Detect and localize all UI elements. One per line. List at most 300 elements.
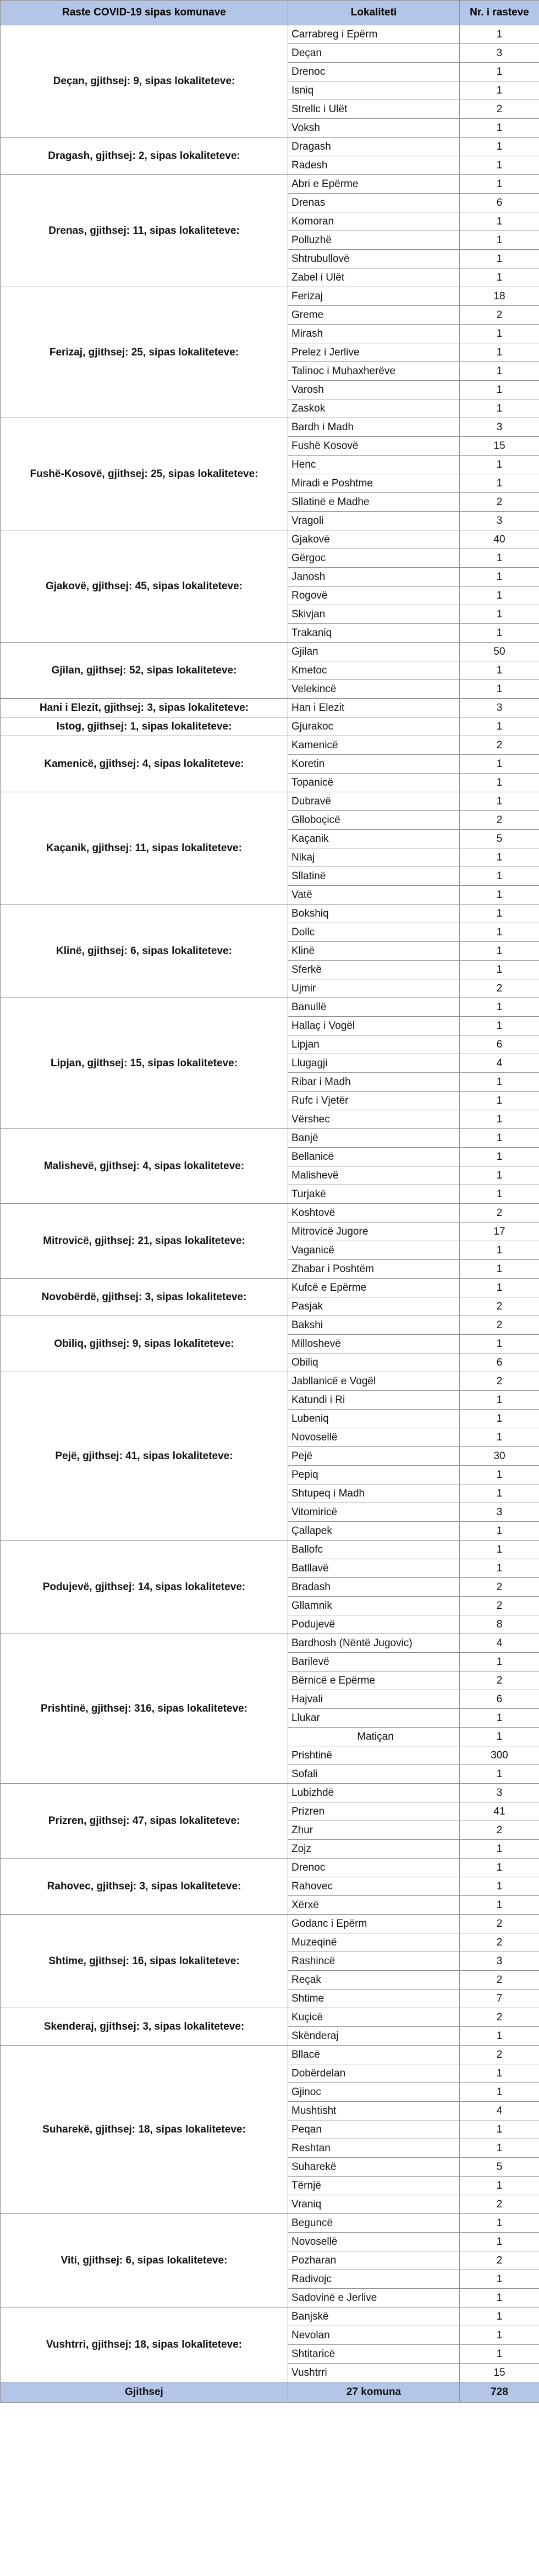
case-count-cell: 41 [460,1802,539,1821]
case-count-cell: 1 [460,268,539,287]
municipality-cell: Drenas, gjithsej: 11, sipas lokaliteteve: [1,175,288,287]
case-count-cell: 1 [460,848,539,867]
case-count-cell: 1 [460,1709,539,1728]
case-count-cell: 2 [460,1671,539,1690]
case-count-cell: 6 [460,194,539,212]
case-count-cell: 1 [460,2270,539,2289]
locality-cell: Ribar i Madh [288,1073,460,1092]
locality-cell: Talinoc i Muhaxherëve [288,362,460,381]
case-count-cell: 3 [460,1952,539,1971]
table-row [1,287,539,306]
case-count-cell: 1 [460,1896,539,1915]
case-count-cell: 1 [460,905,539,923]
case-count-cell: 40 [460,530,539,549]
case-count-cell: 1 [460,381,539,399]
locality-cell: Sadovinë e Jerlive [288,2289,460,2308]
locality-cell: Glloboçicë [288,811,460,830]
locality-cell: Turjakë [288,1185,460,1204]
case-count-cell: 1 [460,605,539,624]
locality-cell: Skivjan [288,605,460,624]
locality-cell: Deçan [288,44,460,63]
locality-cell: Rufc i Vjetër [288,1092,460,1110]
case-count-cell: 1 [460,1541,539,1559]
locality-cell: Sllatinë [288,867,460,886]
table-row [1,717,539,736]
case-count-cell: 30 [460,1447,539,1466]
locality-cell: Matiçan [288,1728,460,1746]
locality-cell: Sferkë [288,961,460,979]
locality-cell: Pejë [288,1447,460,1466]
case-count-cell: 1 [460,119,539,138]
case-count-cell: 1 [460,474,539,493]
locality-cell: Kufcë e Epërme [288,1279,460,1297]
table-row [1,25,539,44]
case-count-cell: 2 [460,1204,539,1223]
case-count-cell: 7 [460,1989,539,2008]
table-row [1,1204,539,1223]
locality-cell: Podujevë [288,1615,460,1634]
locality-cell: Gjurakoc [288,717,460,736]
locality-cell: Dobërdelan [288,2064,460,2083]
table-row [1,2308,539,2326]
case-count-cell: 300 [460,1746,539,1765]
locality-cell: Gllamnik [288,1597,460,1615]
locality-cell: Reshtan [288,2139,460,2158]
locality-cell: Zhur [288,1821,460,1840]
case-count-cell: 2 [460,493,539,512]
case-count-cell: 6 [460,1353,539,1372]
case-count-cell: 5 [460,2158,539,2177]
locality-cell: Rogovë [288,587,460,605]
table-row [1,530,539,549]
case-count-cell: 1 [460,886,539,905]
municipality-cell: Suharekë, gjithsej: 18, sipas lokaliteteve: [1,2046,288,2214]
table-row [1,699,539,717]
locality-cell: Lubeniq [288,1410,460,1428]
locality-cell: Bellanicë [288,1148,460,1166]
locality-cell: Çallapek [288,1522,460,1541]
case-count-cell: 1 [460,63,539,81]
locality-cell: Strellc i Ulët [288,100,460,119]
locality-cell: Hajvali [288,1690,460,1709]
case-count-cell: 1 [460,549,539,568]
case-count-cell: 8 [460,1615,539,1634]
locality-cell: Carrabreg i Epërm [288,25,460,44]
case-count-cell: 2 [460,2046,539,2064]
locality-cell: Zaskok [288,399,460,418]
case-count-cell: 1 [460,2214,539,2233]
case-count-cell: 1 [460,2027,539,2046]
case-count-cell: 18 [460,287,539,306]
locality-cell: Vatë [288,886,460,905]
case-count-cell: 1 [460,1559,539,1578]
case-count-cell: 1 [460,1653,539,1671]
locality-cell: Peqan [288,2120,460,2139]
case-count-cell: 1 [460,1728,539,1746]
case-count-cell: 1 [460,774,539,792]
locality-cell: Varosh [288,381,460,399]
table-body [1,25,539,2382]
locality-cell: Zojz [288,1840,460,1859]
case-count-cell: 1 [460,2083,539,2102]
locality-cell: Novosellë [288,2233,460,2251]
locality-cell: Mushtisht [288,2102,460,2120]
case-count-cell: 6 [460,1690,539,1709]
municipality-cell: Deçan, gjithsej: 9, sipas lokaliteteve: [1,25,288,138]
municipality-cell: Skenderaj, gjithsej: 3, sipas lokaliteteve: [1,2008,288,2046]
locality-cell: Dollc [288,923,460,942]
municipality-cell: Rahovec, gjithsej: 3, sipas lokaliteteve: [1,1859,288,1915]
locality-cell: Vraniq [288,2195,460,2214]
header-locality: Lokaliteti [288,1,460,25]
locality-cell: Voksh [288,119,460,138]
municipality-cell: Prishtinë, gjithsej: 316, sipas lokaliteteve: [1,1634,288,1784]
case-count-cell: 1 [460,1185,539,1204]
case-count-cell: 50 [460,643,539,661]
municipality-cell: Hani i Elezit, gjithsej: 3, sipas lokaliteteve: [1,699,288,717]
locality-cell: Shtrubullovë [288,250,460,268]
case-count-cell: 1 [460,138,539,156]
case-count-cell: 3 [460,1503,539,1522]
locality-cell: Bllacë [288,2046,460,2064]
locality-cell: Han i Elezit [288,699,460,717]
locality-cell: Polluzhë [288,231,460,250]
table-row [1,1859,539,1877]
case-count-cell: 1 [460,1877,539,1896]
municipality-cell: Gjilan, gjithsej: 52, sipas lokaliteteve: [1,643,288,699]
case-count-cell: 2 [460,811,539,830]
municipality-cell: Shtime, gjithsej: 16, sipas lokaliteteve: [1,1915,288,2008]
case-count-cell: 1 [460,2120,539,2139]
case-count-cell: 1 [460,661,539,680]
municipality-cell: Mitrovicë, gjithsej: 21, sipas lokaliteteve: [1,1204,288,1279]
table-row [1,1634,539,1653]
case-count-cell: 2 [460,1597,539,1615]
municipality-cell: Prizren, gjithsej: 47, sipas lokaliteteve: [1,1784,288,1859]
locality-cell: Ballofc [288,1541,460,1559]
total-localities: 27 komuna [288,2382,460,2403]
locality-cell: Hallaç i Vogël [288,1017,460,1035]
case-count-cell: 4 [460,1054,539,1073]
locality-cell: Reçak [288,1971,460,1989]
locality-cell: Gjakovë [288,530,460,549]
table-row [1,1372,539,1391]
case-count-cell: 2 [460,1316,539,1335]
header-cases: Nr. i rasteve [460,1,539,25]
total-row [1,2382,539,2403]
table-row [1,418,539,437]
municipality-cell: Dragash, gjithsej: 2, sipas lokaliteteve: [1,138,288,175]
case-count-cell: 1 [460,2326,539,2345]
case-count-cell: 1 [460,25,539,44]
case-count-cell: 1 [460,175,539,194]
case-count-cell: 3 [460,418,539,437]
locality-cell: Miradi e Poshtme [288,474,460,493]
locality-cell: Bradash [288,1578,460,1597]
locality-cell: Pozharan [288,2251,460,2270]
locality-cell: Dragash [288,138,460,156]
locality-cell: Ujmir [288,979,460,998]
locality-cell: Klinë [288,942,460,961]
locality-cell: Greme [288,306,460,325]
locality-cell: Ferizaj [288,287,460,306]
case-count-cell: 6 [460,1035,539,1054]
case-count-cell: 4 [460,1634,539,1653]
locality-cell: Isniq [288,81,460,100]
case-count-cell: 1 [460,212,539,231]
table-row [1,2214,539,2233]
locality-cell: Koretin [288,755,460,774]
case-count-cell: 1 [460,1859,539,1877]
locality-cell: Vaganicë [288,1241,460,1260]
locality-cell: Shtitaricë [288,2345,460,2364]
locality-cell: Bardh i Madh [288,418,460,437]
locality-cell: Kuçicë [288,2008,460,2027]
locality-cell: Kaçanik [288,830,460,848]
case-count-cell: 1 [460,2289,539,2308]
case-count-cell: 1 [460,2139,539,2158]
case-count-cell: 1 [460,2064,539,2083]
case-count-cell: 2 [460,306,539,325]
case-count-cell: 5 [460,830,539,848]
municipality-cell: Lipjan, gjithsej: 15, sipas lokaliteteve: [1,998,288,1129]
locality-cell: Godanc i Epërm [288,1915,460,1933]
header-row [1,1,539,25]
table-row [1,643,539,661]
locality-cell: Obiliq [288,1353,460,1372]
case-count-cell: 1 [460,2177,539,2195]
case-count-cell: 1 [460,81,539,100]
case-count-cell: 1 [460,1466,539,1484]
locality-cell: Dubravë [288,792,460,811]
case-count-cell: 1 [460,568,539,587]
locality-cell: Novosellë [288,1428,460,1447]
case-count-cell: 2 [460,2251,539,2270]
municipality-cell: Vushtrri, gjithsej: 18, sipas lokaliteteve: [1,2308,288,2382]
case-count-cell: 1 [460,717,539,736]
case-count-cell: 15 [460,437,539,456]
table-row [1,1316,539,1335]
case-count-cell: 17 [460,1223,539,1241]
municipality-cell: Pejë, gjithsej: 41, sipas lokaliteteve: [1,1372,288,1541]
locality-cell: Lubizhdë [288,1784,460,1802]
case-count-cell: 1 [460,942,539,961]
case-count-cell: 1 [460,867,539,886]
locality-cell: Banjë [288,1129,460,1148]
locality-cell: Pasjak [288,1297,460,1316]
case-count-cell: 2 [460,2008,539,2027]
case-count-cell: 1 [460,399,539,418]
case-count-cell: 1 [460,1840,539,1859]
municipality-cell: Obiliq, gjithsej: 9, sipas lokaliteteve: [1,1316,288,1372]
table-row [1,2046,539,2064]
locality-cell: Xërxë [288,1896,460,1915]
case-count-cell: 1 [460,2308,539,2326]
locality-cell: Beguncë [288,2214,460,2233]
locality-cell: Fushë Kosovë [288,437,460,456]
case-count-cell: 1 [460,1092,539,1110]
locality-cell: Tërnjë [288,2177,460,2195]
locality-cell: Zhabar i Poshtëm [288,1260,460,1279]
case-count-cell: 1 [460,1335,539,1353]
municipality-cell: Fushë-Kosovë, gjithsej: 25, sipas lokaliteteve: [1,418,288,530]
locality-cell: Muzeqinë [288,1933,460,1952]
locality-cell: Drenoc [288,1859,460,1877]
locality-cell: Nevolan [288,2326,460,2345]
case-count-cell: 1 [460,1110,539,1129]
locality-cell: Suharekë [288,2158,460,2177]
municipality-cell: Kaçanik, gjithsej: 11, sipas lokaliteteve: [1,792,288,905]
case-count-cell: 1 [460,250,539,268]
municipality-cell: Ferizaj, gjithsej: 25, sipas lokaliteteve: [1,287,288,418]
case-count-cell: 2 [460,1372,539,1391]
locality-cell: Shtime [288,1989,460,2008]
locality-cell: Janosh [288,568,460,587]
case-count-cell: 1 [460,1017,539,1035]
locality-cell: Mirash [288,325,460,343]
municipality-cell: Kamenicë, gjithsej: 4, sipas lokaliteteve: [1,736,288,792]
case-count-cell: 1 [460,1410,539,1428]
locality-cell: Vragoli [288,512,460,530]
locality-cell: Trakaniq [288,624,460,643]
municipality-cell: Novobërdë, gjithsej: 3, sipas lokaliteteve: [1,1279,288,1316]
table-row [1,2008,539,2027]
locality-cell: Nikaj [288,848,460,867]
case-count-cell: 1 [460,961,539,979]
locality-cell: Topanicë [288,774,460,792]
case-count-cell: 1 [460,1073,539,1092]
locality-cell: Batllavë [288,1559,460,1578]
locality-cell: Bokshiq [288,905,460,923]
municipality-cell: Klinë, gjithsej: 6, sipas lokaliteteve: [1,905,288,998]
case-count-cell: 1 [460,1428,539,1447]
case-count-cell: 1 [460,1129,539,1148]
case-count-cell: 1 [460,792,539,811]
locality-cell: Radesh [288,156,460,175]
case-count-cell: 1 [460,2233,539,2251]
locality-cell: Banullë [288,998,460,1017]
locality-cell: Shtupeq i Madh [288,1484,460,1503]
locality-cell: Katundi i Ri [288,1391,460,1410]
locality-cell: Skënderaj [288,2027,460,2046]
table-row [1,138,539,156]
table-row [1,792,539,811]
table-row [1,905,539,923]
case-count-cell: 1 [460,456,539,474]
locality-cell: Vitomiricë [288,1503,460,1522]
locality-cell: Gërgoc [288,549,460,568]
locality-cell: Vërshec [288,1110,460,1129]
municipality-cell: Malishevë, gjithsej: 4, sipas lokaliteteve: [1,1129,288,1204]
case-count-cell: 1 [460,1148,539,1166]
total-cases: 728 [460,2382,539,2403]
total-label: Gjithsej [1,2382,288,2403]
locality-cell: Llukar [288,1709,460,1728]
locality-cell: Banjskë [288,2308,460,2326]
case-count-cell: 2 [460,1297,539,1316]
case-count-cell: 1 [460,587,539,605]
municipality-cell: Viti, gjithsej: 6, sipas lokaliteteve: [1,2214,288,2308]
locality-cell: Sofali [288,1765,460,1784]
case-count-cell: 1 [460,325,539,343]
case-count-cell: 1 [460,1391,539,1410]
table-row [1,736,539,755]
municipality-cell: Istog, gjithsej: 1, sipas lokaliteteve: [1,717,288,736]
locality-cell: Bardhosh (Nëntë Jugovic) [288,1634,460,1653]
locality-cell: Pepiq [288,1466,460,1484]
locality-cell: Llugagji [288,1054,460,1073]
locality-cell: Barilevë [288,1653,460,1671]
case-count-cell: 1 [460,1484,539,1503]
locality-cell: Drenoc [288,63,460,81]
locality-cell: Vushtrri [288,2364,460,2382]
locality-cell: Malishevë [288,1166,460,1185]
locality-cell: Gjilan [288,643,460,661]
table-row [1,175,539,194]
case-count-cell: 15 [460,2364,539,2382]
case-count-cell: 1 [460,343,539,362]
locality-cell: Kamenicë [288,736,460,755]
locality-cell: Rahovec [288,1877,460,1896]
locality-cell: Mitrovicë Jugore [288,1223,460,1241]
locality-cell: Prishtinë [288,1746,460,1765]
case-count-cell: 2 [460,979,539,998]
case-count-cell: 1 [460,231,539,250]
case-count-cell: 1 [460,1522,539,1541]
municipality-cell: Gjakovë, gjithsej: 45, sipas lokaliteteve: [1,530,288,643]
case-count-cell: 1 [460,1279,539,1297]
case-count-cell: 2 [460,1821,539,1840]
locality-cell: Gjinoc [288,2083,460,2102]
case-count-cell: 1 [460,624,539,643]
case-count-cell: 3 [460,512,539,530]
locality-cell: Milloshevë [288,1335,460,1353]
case-count-cell: 3 [460,699,539,717]
locality-cell: Bërnicë e Epërme [288,1671,460,1690]
case-count-cell: 1 [460,923,539,942]
case-count-cell: 2 [460,1971,539,1989]
locality-cell: Sllatinë e Madhe [288,493,460,512]
locality-cell: Radivojc [288,2270,460,2289]
locality-cell: Henc [288,456,460,474]
case-count-cell: 3 [460,1784,539,1802]
locality-cell: Bakshi [288,1316,460,1335]
locality-cell: Abri e Epërme [288,175,460,194]
case-count-cell: 2 [460,2195,539,2214]
locality-cell: Komoran [288,212,460,231]
table-row [1,998,539,1017]
locality-cell: Jabllanicë e Vogël [288,1372,460,1391]
locality-cell: Zabel i Ulët [288,268,460,287]
locality-cell: Velekincë [288,680,460,699]
case-count-cell: 2 [460,736,539,755]
case-count-cell: 1 [460,1241,539,1260]
case-count-cell: 1 [460,1260,539,1279]
locality-cell: Koshtovë [288,1204,460,1223]
case-count-cell: 1 [460,362,539,381]
case-count-cell: 1 [460,680,539,699]
case-count-cell: 2 [460,1578,539,1597]
locality-cell: Prelez i Jerlive [288,343,460,362]
locality-cell: Drenas [288,194,460,212]
table-row [1,1129,539,1148]
case-count-cell: 1 [460,998,539,1017]
locality-cell: Lipjan [288,1035,460,1054]
case-count-cell: 1 [460,755,539,774]
table-row [1,1915,539,1933]
case-count-cell: 1 [460,1765,539,1784]
case-count-cell: 1 [460,156,539,175]
